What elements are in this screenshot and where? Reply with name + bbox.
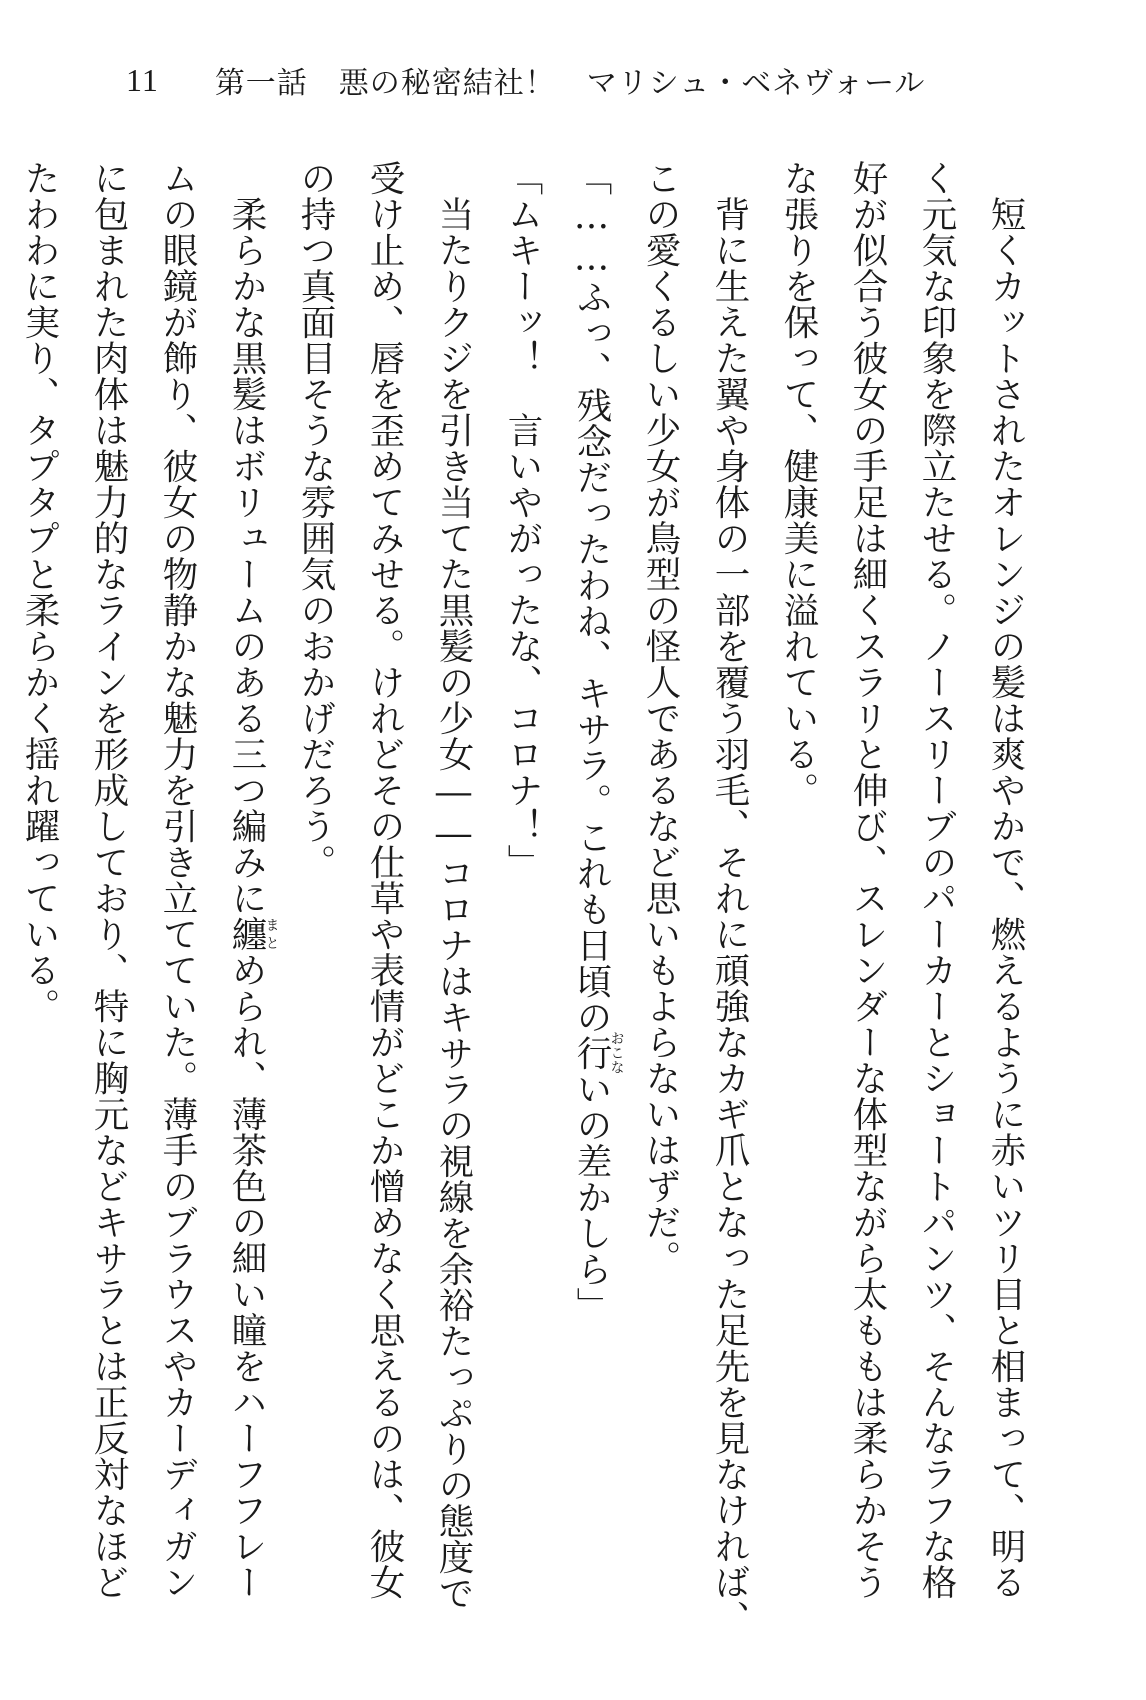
text-line: の持つ真面目そうな雰囲気のおかげだろう。 [295, 160, 336, 880]
text-line: 受け止め、唇を歪めてみせる。けれどその仕草や表情がどこか憎めなく思えるのは、彼女 [364, 160, 405, 1600]
text-line: 当たりクジを引き当てた黒髪の少女――コロナはキサラの視線を余裕たっぷりの態度で [433, 160, 474, 1611]
text-line: 背に生えた翼や身体の一部を覆う羽毛、それに頑強なカギ爪となった足先を見なければ、 [709, 160, 750, 1636]
ruby-annotation: 行おこな [571, 1031, 624, 1075]
body-text [0, 160, 1038, 1640]
text-line [0, 160, 3, 1640]
text-line: 「ムキーッ！ 言いやがったな、コロナ！」 [502, 160, 543, 880]
text-line: 好が似合う彼女の手足は細くスラリと伸び、スレンダーな体型ながら太ももは柔らかそう [847, 160, 888, 1600]
text-line-with-ruby: 「……ふっ、残念だったわね、キサラ。これも日頃の行おこないの差かしら」 [571, 160, 624, 1323]
text-line: に包まれた肉体は魅力的なラインを形成しており、特に胸元などキサラとは正反対なほど [88, 160, 129, 1600]
chapter-title: 第一話 悪の秘密結社！ マリシュ・ベネヴォール [214, 66, 926, 101]
text-line: この愛くるしい少女が鳥型の怪人であるなど思いもよらないはずだ。 [640, 160, 681, 1276]
text-line: く元気な印象を際立たせる。ノースリーブのパーカーとショートパンツ、そんなラフな格 [916, 160, 957, 1600]
text-line-with-ruby: 柔らかな黒髪はボリュームのある三つ編みに纏まとめられ、薄茶色の細い瞳をハーフフレー [226, 160, 279, 1600]
page-number: 11 [126, 61, 159, 98]
text-line: 短くカットされたオレンジの髪は爽やかで、燃えるように赤いツリ目と相まって、明る [985, 160, 1026, 1600]
running-head [126, 58, 925, 102]
text-line: たわわに実り、タプタプと柔らかく揺れ躍っている。 [19, 160, 60, 1024]
text-line: な張りを保って、健康美に溢れている。 [778, 160, 819, 808]
ruby-annotation: 纏まと [226, 916, 279, 952]
text-line: ムの眼鏡が飾り、彼女の物静かな魅力を引き立てていた。薄手のブラウスやカーディガン [157, 160, 198, 1600]
